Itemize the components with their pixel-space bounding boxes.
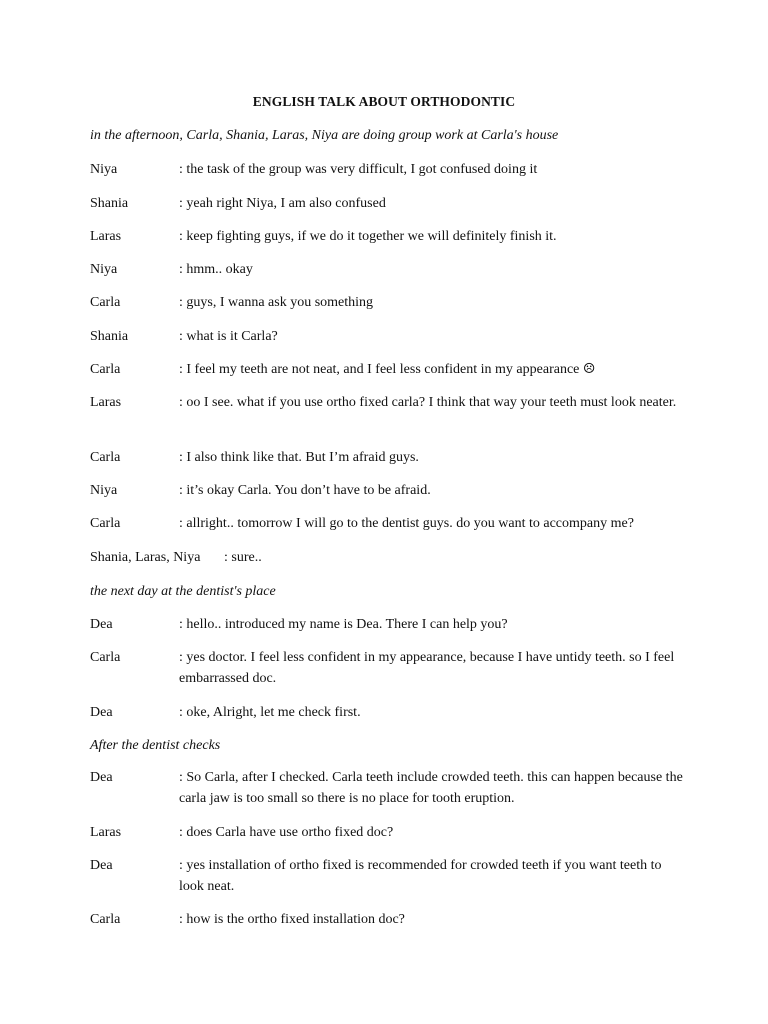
dialogue-text: : allright.. tomorrow I will go to the dentist guys. do you want to accompany me?	[179, 516, 634, 531]
speaker-name: Dea	[90, 617, 113, 632]
dialogue-text: : I also think like that. But I’m afraid guys.	[179, 450, 419, 465]
speaker-name: Dea	[90, 705, 113, 720]
dialogue-text: : the task of the group was very difficult, I got confused doing it	[179, 162, 538, 177]
speaker-name: Carla	[90, 295, 121, 310]
dialogue-line	[90, 193, 690, 214]
speaker-name: Carla	[90, 450, 121, 465]
dialogue-line	[90, 259, 690, 280]
dialogue-text: : oke, Alright, let me check first.	[179, 705, 361, 720]
scene-direction: the next day at the dentist's place	[90, 584, 276, 599]
dialogue-text: : yes doctor. I feel less confident in my appearance, because I have untidy teeth. so I feel embarrassed doc.	[179, 650, 675, 686]
speaker-name: Carla	[90, 650, 121, 665]
dialogue-line	[90, 855, 690, 897]
dialogue-text: : I feel my teeth are not neat, and I feel less confident in my appearance ☹	[179, 362, 596, 377]
dialogue-line	[90, 822, 690, 843]
dialogue-text: : yeah right Niya, I am also confused	[179, 196, 386, 211]
dialogue-text: : So Carla, after I checked. Carla teeth include crowded teeth. this can happen because the carla jaw is too small so there is no place for tooth eruption.	[179, 770, 683, 806]
dialogue-text: : oo I see. what if you use ortho fixed carla? I think that way your teeth must look neater.	[179, 395, 677, 410]
speaker-name: Carla	[90, 912, 121, 927]
dialogue-line	[90, 447, 690, 468]
dialogue-line	[90, 547, 690, 568]
speaker-name: Laras	[90, 395, 122, 410]
speaker-name: Shania	[90, 196, 129, 211]
dialogue-line	[90, 480, 690, 501]
dialogue-line	[90, 359, 690, 380]
dialogue-line	[90, 909, 690, 930]
dialogue-line	[90, 513, 690, 534]
dialogue-text: : yes installation of ortho fixed is recommended for crowded teeth if you want teeth to look neat.	[179, 858, 662, 894]
speaker-name: Dea	[90, 858, 113, 873]
dialogue-line	[90, 392, 690, 413]
scene-direction: After the dentist checks	[90, 738, 221, 753]
dialogue-line	[90, 702, 690, 723]
dialogue-text: : how is the ortho fixed installation doc?	[179, 912, 405, 927]
speaker-name: Niya	[90, 483, 118, 498]
dialogue-line	[90, 326, 690, 347]
scene-direction: in the afternoon, Carla, Shania, Laras, Niya are doing group work at Carla's house	[90, 128, 559, 143]
dialogue-line	[90, 159, 690, 180]
speaker-name: Shania, Laras, Niya	[90, 550, 201, 565]
dialogue-text: : guys, I wanna ask you something	[179, 295, 374, 310]
speaker-name: Carla	[90, 362, 121, 377]
speaker-name: Carla	[90, 516, 121, 531]
document-title: ENGLISH TALK ABOUT ORTHODONTIC	[252, 94, 516, 109]
dialogue-line	[90, 767, 690, 809]
dialogue-line	[90, 292, 690, 313]
dialogue-text: : sure..	[224, 550, 262, 565]
dialogue-text: : hmm.. okay	[179, 262, 253, 277]
speaker-name: Shania	[90, 329, 129, 344]
dialogue-text: : does Carla have use ortho fixed doc?	[179, 825, 394, 840]
speaker-name: Laras	[90, 229, 122, 244]
speaker-name: Niya	[90, 162, 118, 177]
dialogue-text: : hello.. introduced my name is Dea. There I can help you?	[179, 617, 508, 632]
dialogue-line	[90, 226, 690, 247]
dialogue-line	[90, 647, 690, 689]
dialogue-text: : it’s okay Carla. You don’t have to be afraid.	[179, 483, 431, 498]
dialogue-line	[90, 614, 690, 635]
dialogue-text: : what is it Carla?	[179, 329, 278, 344]
speaker-name: Laras	[90, 825, 122, 840]
dialogue-text: : keep fighting guys, if we do it together we will definitely finish it.	[179, 229, 557, 244]
speaker-name: Niya	[90, 262, 118, 277]
speaker-name: Dea	[90, 770, 113, 785]
